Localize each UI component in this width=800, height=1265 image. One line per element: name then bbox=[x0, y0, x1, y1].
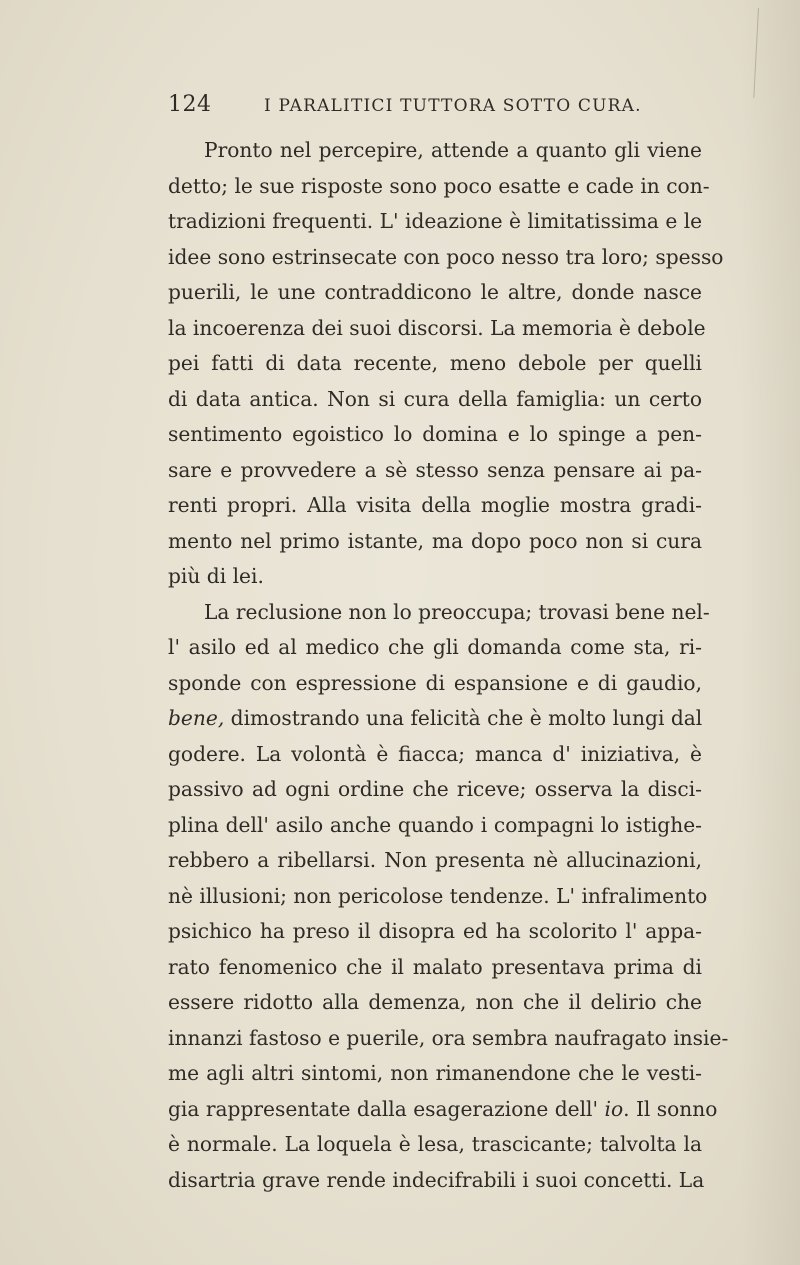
text-line: di data antica. Non si cura della famiglia: un certo bbox=[168, 386, 702, 411]
text-line: renti propri. Alla visita della moglie mostra gradi- bbox=[168, 493, 702, 517]
body-text bbox=[168, 133, 729, 1198]
page-edge-shadow bbox=[740, 0, 800, 1265]
text-line: idee sono estrinsecate con poco nesso tra loro; spesso bbox=[168, 244, 724, 269]
text-line: bene, dimostrando una felicità che è molto lungi dal bbox=[168, 706, 703, 730]
text-line: è normale. La loquela è lesa, trascicante; talvolta la bbox=[168, 1132, 702, 1156]
text-line: godere. La volontà è fiacca; manca d' iniziativa, è bbox=[168, 741, 702, 766]
text-line: sponde con espressione di espansione e di gaudio, bbox=[168, 670, 702, 695]
running-head: I PARALITICI TUTTORA SOTTO CURA. bbox=[264, 96, 642, 116]
text-line: plina dell' asilo anche quando i compagni lo istighe- bbox=[168, 812, 702, 837]
text-line: psichico ha preso il disopra ed ha scolorito l' appa- bbox=[168, 919, 702, 943]
text-line: La reclusione non lo preoccupa; trovasi bene nel- bbox=[204, 599, 710, 624]
text-line: sentimento egoistico lo domina e lo spinge a pen- bbox=[168, 422, 702, 446]
text-line: puerili, le une contraddicono le altre, donde nasce bbox=[168, 280, 702, 304]
text-line: nè illusioni; non pericolose tendenze. L' infralimento bbox=[168, 883, 708, 908]
text-line: disartria grave rende indecifrabili i suoi concetti. La bbox=[168, 1167, 705, 1192]
text-line: rato fenomenico che il malato presentava prima di bbox=[168, 954, 702, 979]
page-number: 124 bbox=[168, 92, 212, 117]
text-line: detto; le sue risposte sono poco esatte e cade in con- bbox=[168, 173, 710, 198]
text-line: pei fatti di data recente, meno debole per quelli bbox=[168, 351, 702, 375]
text-line: Pronto nel percepire, attende a quanto gli viene bbox=[204, 138, 702, 162]
text-line: me agli altri sintomi, non rimanendone che le vesti- bbox=[168, 1061, 702, 1085]
text-line: l' asilo ed al medico che gli domanda come sta, ri- bbox=[168, 635, 702, 659]
text-line: rebbero a ribellarsi. Non presenta nè allucinazioni, bbox=[168, 848, 702, 872]
text-line: mento nel primo istante, ma dopo poco non si cura bbox=[168, 528, 702, 553]
text-line: innanzi fastoso e puerile, ora sembra naufragato insie- bbox=[168, 1025, 729, 1050]
text-line: passivo ad ogni ordine che riceve; osserva la disci- bbox=[168, 777, 702, 801]
text-line: più di lei. bbox=[168, 564, 264, 588]
text-line: la incoerenza dei suoi discorsi. La memoria è debole bbox=[168, 315, 706, 340]
text-line: gia rappresentate dalla esagerazione dell' io. Il sonno bbox=[168, 1096, 718, 1121]
text-line: sare e provvedere a sè stesso senza pensare ai pa- bbox=[168, 457, 702, 482]
page-header bbox=[168, 92, 688, 122]
text-line: tradizioni frequenti. L' ideazione è limitatissima e le bbox=[168, 209, 703, 233]
text-line: essere ridotto alla demenza, non che il delirio che bbox=[168, 990, 702, 1014]
